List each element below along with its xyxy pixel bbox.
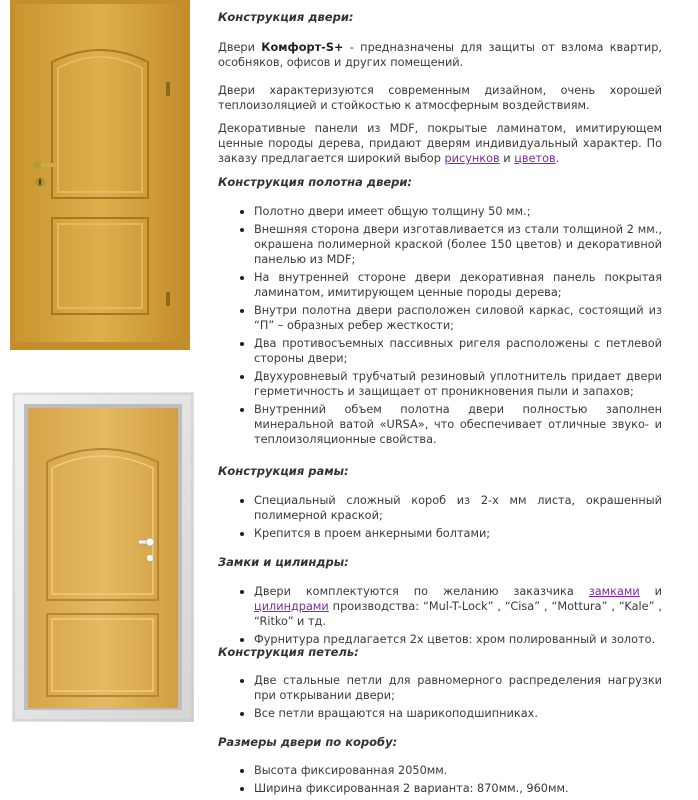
hinges-list (218, 673, 662, 721)
section-title-door-construction: Конструкция двери: (218, 10, 354, 24)
list-item: Внутренний объем полотна двери полностью заполнен минеральной ватой «URSA», что обеспечивает отличные звуко- и теплоизоляционные свойства. (218, 402, 662, 447)
list-item: Специальный сложный короб из 2-х мм листа, окрашенный полимерной краской; (218, 493, 662, 523)
list-item: Высота фиксированная 2050мм. (218, 763, 662, 778)
design-paragraph: Двери характеризуются современным дизайном, очень хорошей теплоизоляцией и стойкостью к атмосферным воздействиям. (218, 84, 662, 112)
list-item: Крепится в проем анкерными болтами; (218, 526, 662, 541)
list-item (218, 584, 662, 629)
section-title-hinges: Конструкция петель: (218, 645, 359, 659)
leaf-construction-list (218, 204, 662, 447)
panels-and: и (499, 152, 515, 165)
colors-link[interactable]: цветов (514, 152, 556, 165)
door-interior-image (12, 392, 194, 722)
list-item: Внешняя сторона двери изготавливается из стали толщиной 2 мм., окрашена полимерной краской (более 150 цветов) и декоративной панелью из MDF; (218, 222, 662, 267)
cylinders-link[interactable]: цилиндрами (254, 600, 329, 613)
section-title-leaf-construction: Конструкция полотна двери: (218, 175, 413, 189)
dimensions-list (218, 763, 662, 796)
panels-paragraph (218, 121, 662, 166)
frame-construction-list (218, 493, 662, 541)
intro-text-end: - предназначены для защиты от взлома квартир, особняков, офисов и других помещений. (218, 41, 662, 69)
list-item: Полотно двери имеет общую толщину 50 мм.; (218, 204, 662, 219)
section-title-locks: Замки и цилиндры: (218, 555, 349, 569)
panels-end: . (555, 152, 560, 165)
locks-link[interactable]: замками (588, 585, 640, 598)
patterns-link[interactable]: рисунков (444, 152, 500, 165)
list-item: На внутренней стороне двери декоративная панель покрытая ламинатом, имитирующем ценные породы дерева; (218, 270, 662, 300)
list-item: Внутри полотна двери расположен силовой каркас, состоящий из “П” – образных ребер жесткости; (218, 303, 662, 333)
intro-text-start: Двери (218, 41, 262, 54)
door-exterior-image (10, 0, 190, 350)
locks-and: и (639, 585, 663, 598)
list-item: Два противосъемных пассивных ригеля расположены с петлевой стороны двери; (218, 336, 662, 366)
list-item: Ширина фиксированная 2 варианта: 870мм., 960мм. (218, 781, 662, 796)
section-title-dimensions: Размеры двери по коробу: (218, 735, 398, 749)
section-title-frame-construction: Конструкция рамы: (218, 464, 349, 478)
list-item: Двухуровневый трубчатый резиновый уплотнитель придает двери герметичность и защищает от проникновения пыли и запахов; (218, 369, 662, 399)
list-item: Все петли вращаются на шарикоподшипниках. (218, 706, 662, 721)
manufacturers-text: производства: “Mul-T-Lock” , “Cisa” , “Mottura” , “Kale” , “Ritko” и тд. (254, 600, 662, 628)
intro-paragraph (218, 40, 662, 70)
door-images-column (0, 0, 200, 800)
panels-text: Декоративные панели из MDF, покрытые ламинатом, имитирующем ценные породы дерева, придают дверям индивидуальный характер. По заказу предлагается широкий выбор (218, 122, 662, 165)
product-name: Комфорт-S+ (261, 41, 344, 54)
locks-list (218, 584, 662, 647)
locks-text: Двери комплектуются по желанию заказчика (254, 585, 589, 598)
list-item: Фурнитура предлагается 2х цветов: хром полированный и золото. (218, 632, 662, 647)
list-item: Две стальные петли для равномерного распределения нагрузки при открывании двери; (218, 673, 662, 703)
